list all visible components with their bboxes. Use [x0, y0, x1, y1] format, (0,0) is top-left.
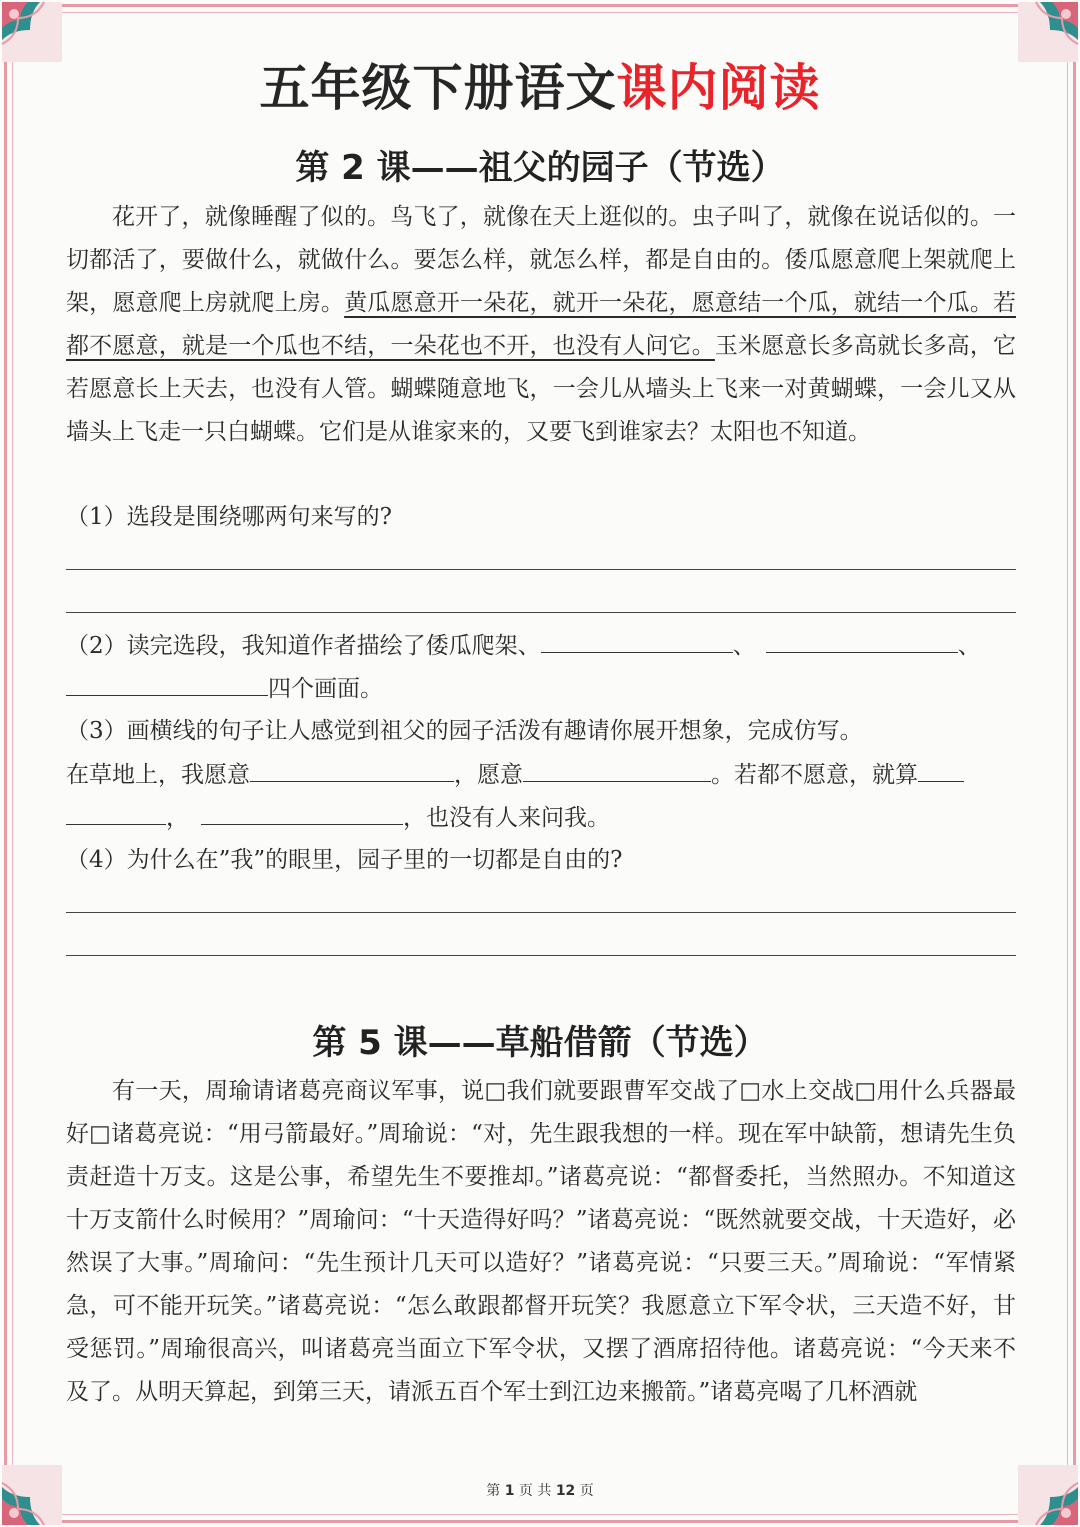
fill-blank[interactable] — [541, 624, 733, 653]
passage-text: 有一天，周瑜请诸葛亮商议军事，说□我们就要跟曹军交战了□水上交战□用什么兵器最好□诸葛亮说：“用弓箭最好。”周瑜说：“对，先生跟我想的一样。现在军中缺箭，想请先生负责赶造十万支。这是公事，希望先生不要推却。”诸葛亮说：“都督委托，当然照办。不知道这十万支箭什么时候用？”周瑜问：“十天造得好吗？”诸葛亮说：“既然就要交战，十天造好，必然误了大事。”周瑜问：“先生预计几天可以造好？”诸葛亮说：“只要三天。”周瑜说：“军情紧急，可不能开玩笑。”诸葛亮说：“怎么敢跟都督开玩笑？我愿意立下军令状，三天造不好，甘受惩罚。”周瑜很高兴，叫诸葛亮当面立下军令状，又摆了酒席招待他。诸葛亮说：“今天来不及了。从明天算起，到第三天，请派五百个军士到江边来搬箭。”诸葛亮喝了几杯酒就 — [66, 1078, 1016, 1405]
question-text: 四个画面。 — [268, 676, 383, 702]
footer-text: 第 — [486, 1483, 501, 1499]
reading-passage — [66, 196, 1016, 454]
page-title-black: 五年级下册语文 — [259, 59, 617, 117]
lesson-title — [0, 140, 1080, 189]
lesson-number: 2 — [341, 148, 365, 188]
question-2 — [66, 624, 1016, 668]
page-total: 12 — [555, 1483, 576, 1499]
page-number: 1 — [504, 1483, 515, 1499]
fill-blank[interactable] — [66, 667, 268, 696]
question-2-continued — [66, 667, 1016, 711]
passage-text: 花开了，就像睡醒了似的。鸟飞了，就像在天上逛似的。虫子叫了，就像在说话似的。一切都活了，要做什么，就做什么。要怎么样，就怎么样，都是自由的。倭瓜愿意爬上架就爬上架，愿意爬上房就爬上房。 — [66, 204, 1016, 316]
footer-text: 页 共 — [518, 1483, 552, 1499]
question-text: 。若都不愿意，就算 — [711, 762, 918, 788]
fill-blank[interactable] — [66, 796, 166, 825]
passage-text: 玉米愿意长多高就长多高，它若愿意长上天去，也没有人管。蝴蝶随意地飞，一会儿从墙头上飞来一对黄蝴蝶，一会儿又从墙头上飞走一只白蝴蝶。它们是从谁家来的，又要飞到谁家去？太阳也不知道。 — [66, 333, 1017, 445]
page-title — [0, 48, 1080, 120]
imitation-line-2 — [66, 796, 1016, 840]
lesson-title-prefix: 第 — [295, 148, 342, 188]
reading-passage — [66, 1070, 1016, 1414]
page-title-red: 课内阅读 — [616, 59, 821, 117]
question-text: 在草地上，我愿意 — [66, 762, 250, 788]
question-text: ，也没有人来问我。 — [403, 805, 610, 831]
question-text: （2）读完选段，我知道作者描绘了倭瓜爬架、 — [66, 633, 541, 659]
answer-line[interactable] — [66, 912, 1016, 913]
question-1: （1）选段是围绕哪两句来写的? — [66, 504, 392, 530]
imitation-line-1 — [66, 753, 1016, 797]
lesson-title-prefix: 第 — [312, 1023, 359, 1063]
underlined-sentence: 黄瓜愿意开一朵花，就开一朵花，愿意结一个瓜，就结一个瓜。若都不愿意，就是一个瓜也不结，一朵花也不开，也没有人问它。 — [66, 290, 1017, 359]
fill-blank[interactable] — [766, 624, 958, 653]
fill-blank[interactable] — [201, 796, 403, 825]
question-3: （3）画横线的句子让人感觉到祖父的园子活泼有趣请你展开想象，完成仿写。 — [66, 718, 863, 744]
answer-line[interactable] — [66, 955, 1016, 956]
question-text: ，愿意 — [454, 762, 523, 788]
page-footer — [0, 1480, 1080, 1500]
fill-blank[interactable] — [523, 753, 711, 782]
question-text: ， — [166, 805, 189, 831]
fill-blank[interactable] — [250, 753, 454, 782]
separator: 、 — [732, 633, 756, 659]
separator: 、 — [957, 633, 981, 659]
lesson-title — [0, 1015, 1080, 1064]
lesson-title-text: 课——草船借箭（节选） — [381, 1023, 768, 1063]
lesson-title-text: 课——祖父的园子（节选） — [364, 148, 785, 188]
answer-line[interactable] — [66, 612, 1016, 613]
fill-blank[interactable] — [918, 753, 964, 782]
footer-text: 页 — [579, 1483, 594, 1499]
question-4: （4）为什么在”我”的眼里，园子里的一切都是自由的? — [66, 847, 623, 873]
answer-line[interactable] — [66, 569, 1016, 570]
lesson-number: 5 — [358, 1023, 382, 1063]
